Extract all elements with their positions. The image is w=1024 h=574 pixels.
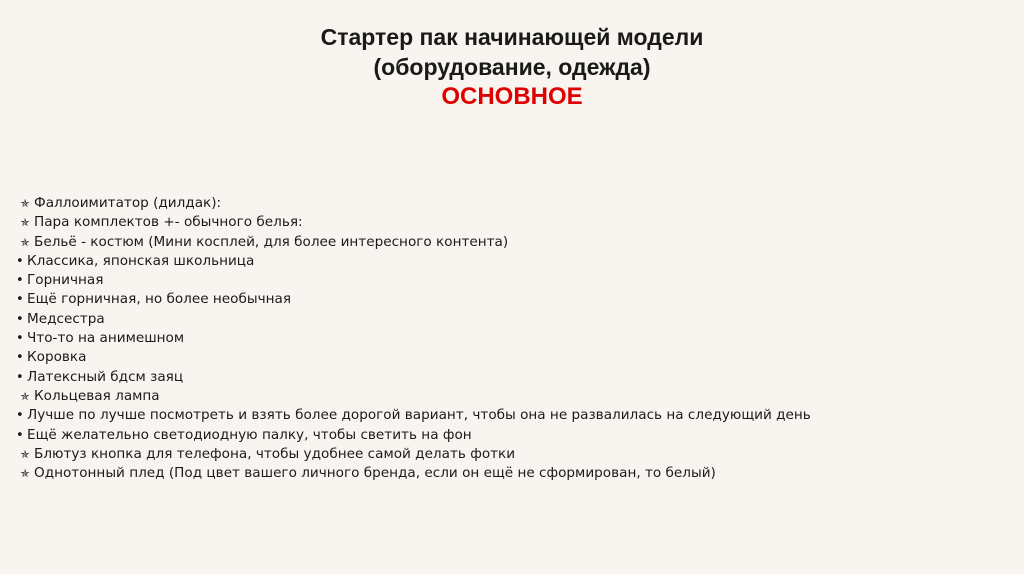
accent-heading: ОСНОВНОЕ <box>441 83 583 110</box>
item-list <box>16 194 996 483</box>
bullet-icon: • <box>16 350 24 366</box>
list-item-text: Ещё горничная, но более необычная <box>27 291 292 308</box>
list-item-text: Однотонный плед (Под цвет вашего личного бренда, если он ещё не сформирован, то белый) <box>34 465 716 482</box>
page-title: Стартер пак начинающей модели <box>320 24 704 50</box>
list-item-text: Ещё желательно светодиодную палку, чтобы светить на фон <box>27 426 472 443</box>
list-item <box>16 310 996 329</box>
list-item <box>16 426 996 445</box>
star-icon: ✯ <box>20 197 30 210</box>
bullet-icon: • <box>16 369 24 385</box>
bullet-icon: • <box>16 408 24 424</box>
star-icon: ✯ <box>20 235 30 249</box>
list-item-text: Бельё - костюм (Мини косплей, для более интересного контента) <box>34 233 509 250</box>
bullet-icon: • <box>16 292 24 308</box>
list-item-text: Медсестра <box>27 310 105 327</box>
list-item-text: Кольцевая лампа <box>34 387 160 404</box>
list-item-text: Горничная <box>27 272 104 289</box>
list-item-text: Блютуз кнопка для телефона, чтобы удобнее самой делать фотки <box>34 445 516 462</box>
list-item <box>16 387 996 406</box>
list-item-text: Коровка <box>27 349 87 366</box>
list-item-text: Пара комплектов +- обычного белья: <box>34 214 303 231</box>
list-item <box>16 194 996 213</box>
list-item-text: Что-то на анимешном <box>27 330 185 347</box>
title-block <box>212 22 812 112</box>
list-item <box>16 348 996 367</box>
page-subtitle: (оборудование, одежда) <box>373 54 651 80</box>
list-item <box>16 290 996 309</box>
list-item-text: Классика, японская школьница <box>27 252 255 269</box>
bullet-icon: • <box>16 311 24 327</box>
star-icon: ✯ <box>20 216 30 230</box>
star-icon: ✯ <box>20 447 30 461</box>
list-item <box>16 406 996 425</box>
list-item-text: Фаллоимитатор (дилдак): <box>34 195 222 211</box>
list-item <box>16 464 996 483</box>
bullet-icon: • <box>16 253 24 269</box>
bullet-icon: • <box>16 273 24 289</box>
list-item <box>16 213 996 232</box>
list-item-text: Лучше по лучше посмотреть и взять более дорогой вариант, чтобы она не развалилась на следующий день <box>27 407 811 424</box>
bullet-icon: • <box>16 427 24 443</box>
list-item-text: Латексный бдсм заяц <box>27 368 184 385</box>
list-item <box>16 271 996 290</box>
list-item <box>16 329 996 348</box>
bullet-icon: • <box>16 331 24 347</box>
list-item <box>16 233 996 252</box>
list-item <box>16 252 996 271</box>
star-icon: ✯ <box>20 389 30 403</box>
list-item <box>16 368 996 387</box>
list-item <box>16 445 996 464</box>
star-icon: ✯ <box>20 467 30 481</box>
